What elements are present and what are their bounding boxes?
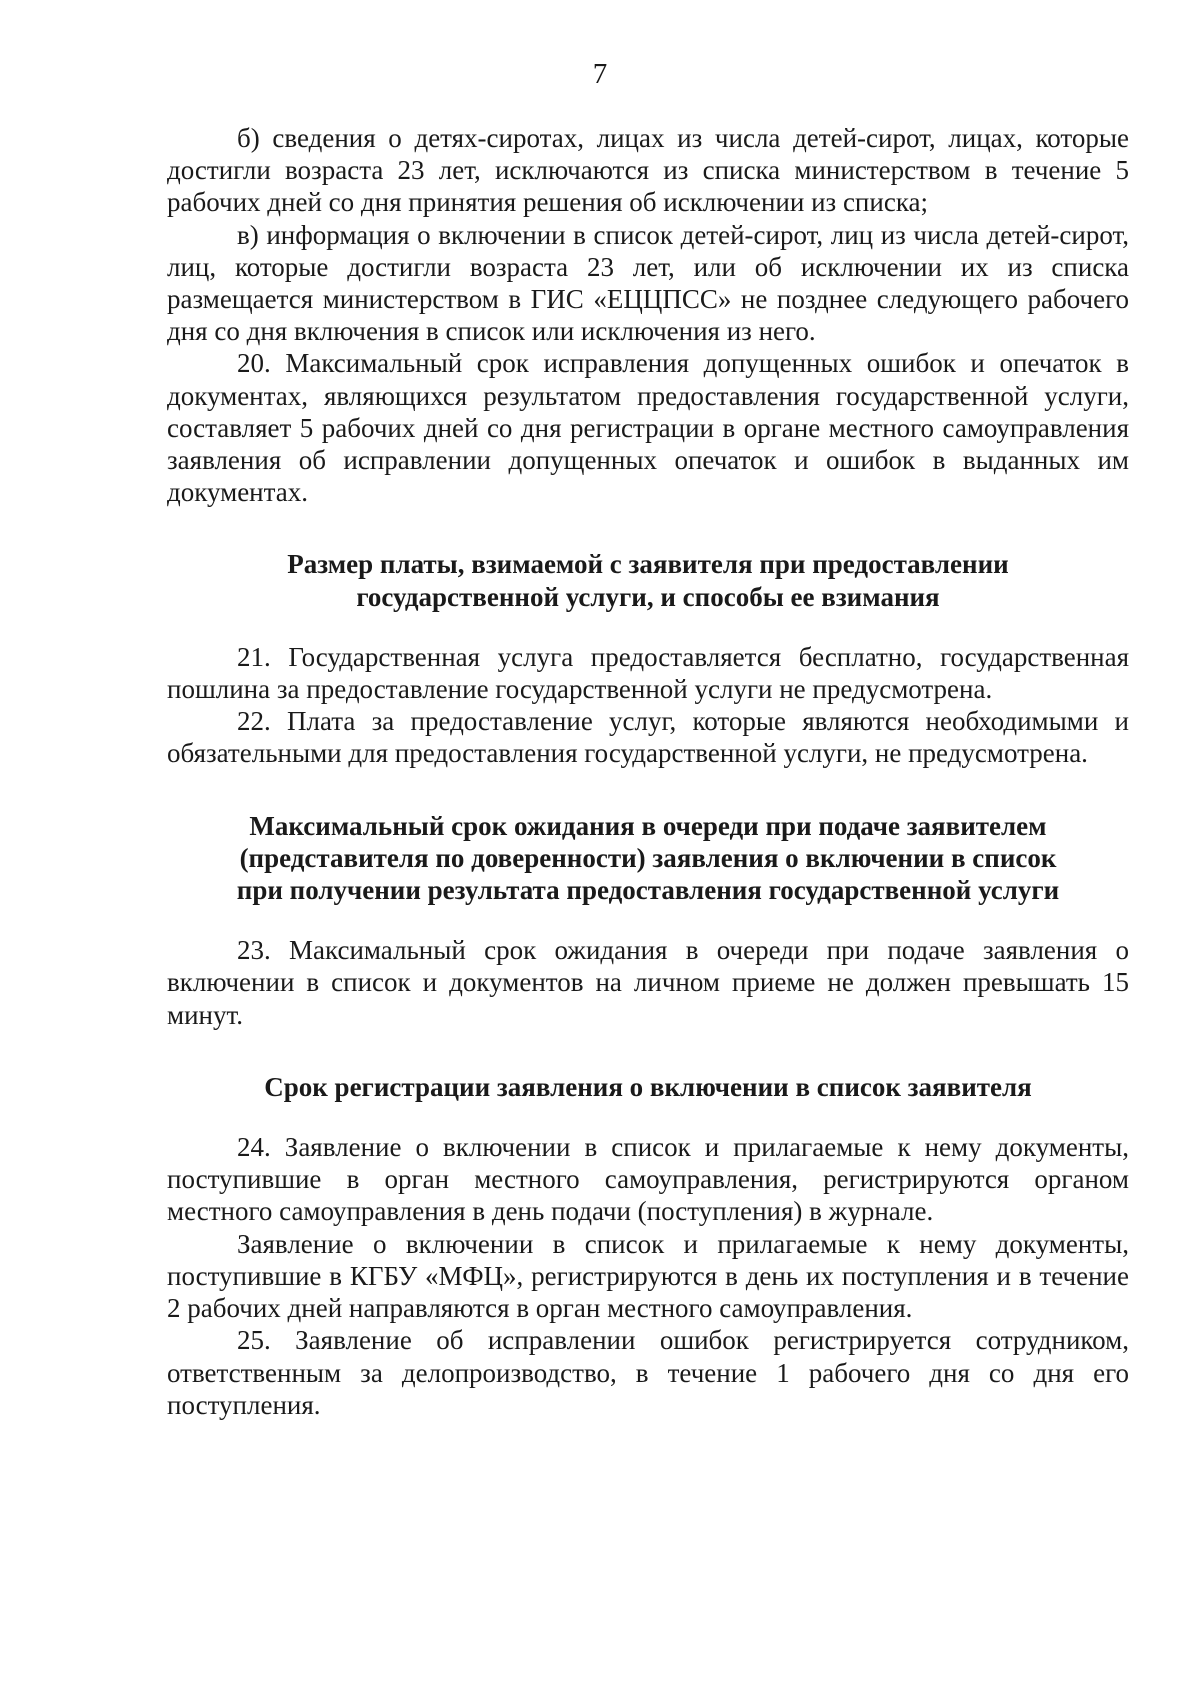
section-heading-queue-line-3: при получении результата предоставления государственной услуги [236, 875, 1060, 906]
section-heading-queue [167, 810, 1129, 907]
paragraph-24-continued: Заявление о включении в список и прилагаемые к нему документы, поступившие в КГБУ «МФЦ», регистрируются в день их поступления и в течение 2 рабочих дней направляются в орган местного самоуправления. [167, 1228, 1129, 1324]
paragraph-20: 20. Максимальный срок исправления допущенных ошибок и опечаток в документах, являющихся результатом предоставления государственной услуги, составляет 5 рабочих дней со дня регистрации в органе местного самоуправления заявления об исправлении допущенных опечаток и ошибок в выданных им документах. [167, 348, 1129, 508]
spacer [167, 906, 1129, 934]
paragraph-25: 25. Заявление об исправлении ошибок регистрируется сотрудником, ответственным за делопроизводство, в течение 1 рабочего дня со дня его поступления. [167, 1325, 1129, 1420]
section-heading-registration: Срок регистрации заявления о включении в список заявителя [264, 1071, 1032, 1102]
paragraph-19v: в) информация о включении в список детей-сирот, лиц из числа детей-сирот, лиц, которые достигли возраста 23 лет, или об исключении их из списка размещается министерством в ГИС «ЕЦЦПСС» не позднее следующего рабочего дня со дня включения в список или исключения из него. [167, 219, 1129, 347]
section-heading-fee [167, 548, 1129, 612]
document-body [167, 122, 1129, 1421]
section-heading-fee-line-2: государственной услуги, и способы ее взимания [356, 581, 940, 612]
paragraph-23: 23. Максимальный срок ожидания в очереди при подаче заявления о включении в список и документов на личном приеме не должен превышать 15 минут. [167, 935, 1129, 1030]
paragraph-19b: б) сведения о детях-сиротах, лицах из числа детей-сирот, лицах, которые достигли возраста 23 лет, исключаются из списка министерством в течение 5 рабочих дней со дня принятия решения об исключении из списка; [167, 123, 1129, 218]
spacer [167, 613, 1129, 641]
spacer [167, 770, 1129, 810]
paragraph-24: 24. Заявление о включении в список и прилагаемые к нему документы, поступившие в орган местного самоуправления, регистрируются органом местного самоуправления в день подачи (поступления) в журнале. [167, 1132, 1129, 1227]
section-heading-queue-line-1: Максимальный срок ожидания в очереди при подаче заявителем [249, 810, 1047, 841]
spacer [167, 1103, 1129, 1131]
section-heading-queue-line-2: (представителя по доверенности) заявления о включении в список [239, 842, 1057, 873]
page-number: 7 [592, 58, 608, 90]
paragraph-22: 22. Плата за предоставление услуг, которые являются необходимыми и обязательными для предоставления государственной услуги, не предусмотрена. [167, 706, 1129, 769]
section-heading-fee-line-1: Размер платы, взимаемой с заявителя при предоставлении [287, 549, 1009, 580]
spacer [167, 508, 1129, 548]
spacer [167, 1031, 1129, 1071]
paragraph-21: 21. Государственная услуга предоставляется бесплатно, государственная пошлина за предоставление государственной услуги не предусмотрена. [167, 641, 1129, 705]
